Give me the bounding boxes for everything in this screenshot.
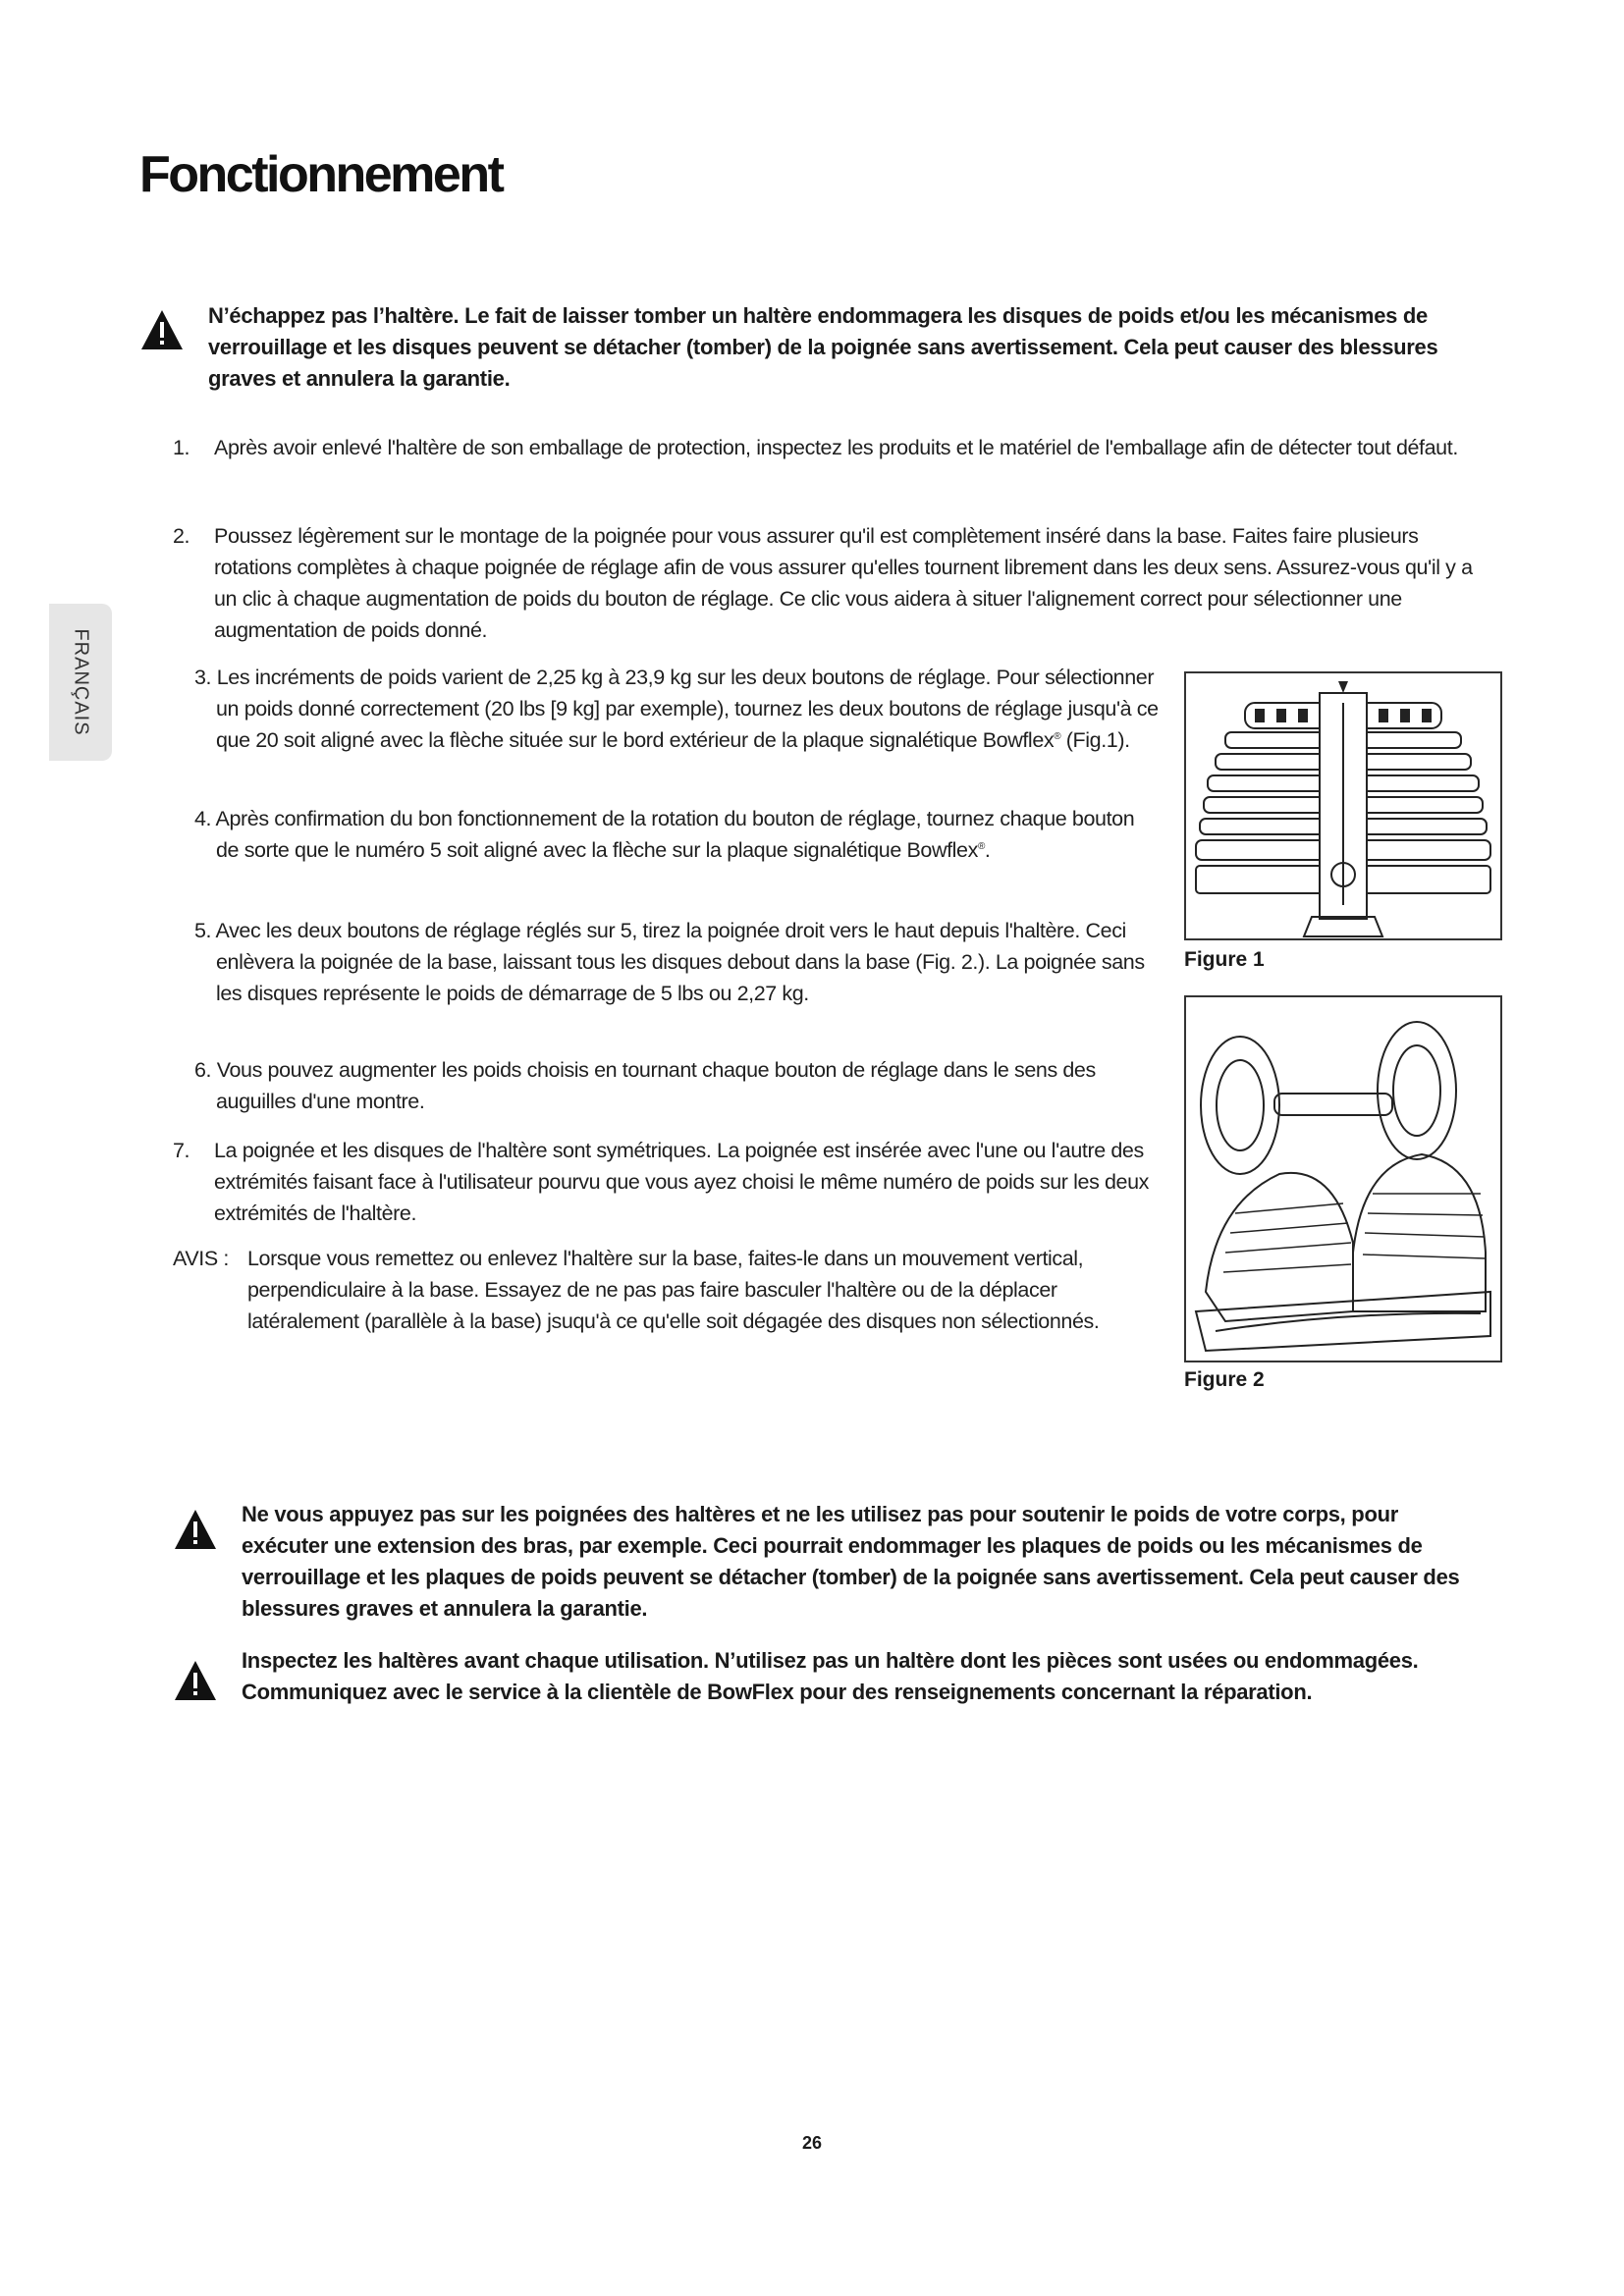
warning-inspect: Inspectez les haltères avant chaque utilisation. N’utilisez pas un haltère dont les pièces sont usées ou endommagées. Communiquez avec le service à la clientèle de BowFlex pour des renseignements concernant la réparation.	[242, 1648, 1419, 1704]
step-5	[173, 915, 1155, 1009]
page-title: Fonctionnement	[139, 146, 503, 203]
step-text: Avec les deux boutons de réglage réglés sur 5, tirez la poignée droit vers le haut depuis l'haltère. Ceci enlèvera la poignée de la base, laissant tous les disques debout dans la base (Fig. 2.). La poignée sans les disques représente le poids de démarrage de 5 lbs ou 2,27 kg.	[215, 919, 1145, 1005]
step-number: 1.	[173, 436, 190, 459]
step-2	[173, 520, 1479, 646]
step-text: Vous pouvez augmenter les poids choisis en tournant chaque bouton de réglage dans le sens des auguilles d'une montre.	[216, 1058, 1096, 1113]
avis-label: AVIS :	[173, 1247, 229, 1270]
figure-2-caption: Figure 2	[1184, 1368, 1265, 1391]
registered-mark: ®	[1054, 730, 1061, 742]
page-number: 26	[801, 2133, 823, 2153]
language-tab	[49, 604, 112, 761]
warning-drop-dumbbell: N’échappez pas l’haltère. Le fait de laisser tomber un haltère endommagera les disques de poids et/ou les mécanismes de verrouillage et les disques peuvent se détacher (tomber) de la poignée sans avertissement. Cela peut causer des blessures graves et annulera la garantie.	[208, 303, 1438, 391]
step-text: La poignée et les disques de l'haltère sont symétriques. La poignée est insérée avec l'une ou l'autre des extrémités faisant face à l'utilisateur pourvu que vous ayez choisi le même numéro de poids sur les deux extrémités de l'haltère.	[214, 1139, 1150, 1225]
warning-icon	[173, 1508, 218, 1551]
figure-2-image	[1184, 995, 1502, 1362]
step-3	[173, 662, 1164, 756]
step-6	[173, 1054, 1155, 1117]
figure-1-image	[1184, 671, 1502, 940]
avis-text: Lorsque vous remettez ou enlevez l'haltère sur la base, faites-le dans un mouvement vertical, perpendiculaire à la base. Essayez de ne pas pas faire basculer l'haltère ou de la déplacer latéralement (parallèle à la base) jsuqu'à ce qu'elle soit dégagée des disques non sélectionnés.	[247, 1247, 1100, 1333]
step-text: Après confirmation du bon fonctionnement de la rotation du bouton de réglage, tournez chaque bouton de sorte que le numéro 5 soit aligné avec la flèche sur la plaque signalétique Bowflex	[215, 807, 1135, 862]
step-text: Poussez légèrement sur le montage de la poignée pour vous assurer qu'il est complètement inséré dans la base. Faites faire plusieurs rotations complètes à chaque poignée de réglage afin de vous assurer qu'elles tournent librement dans les deux sens. Assurez-vous qu'il y a un clic à chaque augmentation de poids du bouton de réglage. Ce clic vous aidera à situer l'alignement correct pour sélectionner une augmentation de poids donné.	[214, 524, 1473, 642]
step-number: 6.	[194, 1058, 212, 1082]
warning-icon	[173, 1659, 218, 1702]
step-number: 3.	[194, 666, 212, 689]
step-number: 7.	[173, 1139, 190, 1162]
warning-icon	[139, 308, 185, 351]
step-4	[173, 803, 1135, 866]
avis-note	[173, 1243, 1145, 1337]
warning-no-lean: Ne vous appuyez pas sur les poignées des haltères et ne les utilisez pas pour soutenir le poids de votre corps, pour exécuter une extension des bras, par exemple. Ceci pourrait endommager les plaques de poids ou les mécanismes de verrouillage et les plaques de poids peuvent se détacher (tomber) de la poignée sans avertissement. Cela peut causer des blessures graves et annulera la garantie.	[242, 1502, 1460, 1621]
step-number: 5.	[194, 919, 212, 942]
step-text: Les incréments de poids varient de 2,25 kg à 23,9 kg sur les deux boutons de réglage. Pour sélectionner un poids donné correctement (20 lbs [9 kg] par exemple), tournez les deux boutons de réglage jusqu'à ce que 20 soit aligné avec la flèche située sur le bord extérieur de la plaque signalétique Bowflex	[216, 666, 1159, 752]
step-number: 2.	[173, 524, 190, 548]
step-text: Après avoir enlevé l'haltère de son emballage de protection, inspectez les produits et le matériel de l'emballage afin de détecter tout défaut.	[214, 436, 1458, 459]
registered-mark: ®	[977, 840, 985, 852]
step-text-end: .	[984, 838, 991, 862]
step-7	[173, 1135, 1164, 1229]
step-1	[173, 432, 1479, 463]
language-tab-label: FRANÇAIS	[70, 628, 92, 736]
step-text-end: (Fig.1).	[1060, 728, 1130, 752]
step-number: 4.	[194, 807, 212, 830]
figure-1-caption: Figure 1	[1184, 948, 1265, 971]
